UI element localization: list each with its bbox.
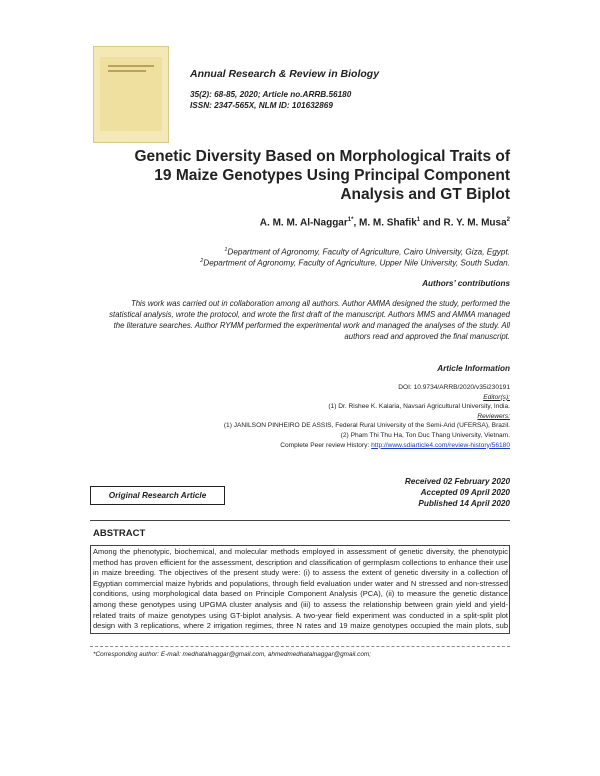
editor-entry: (1) Dr. Rishee K. Kalaria, Navsari Agricultural University, India. <box>328 403 510 411</box>
review-history-label: Complete Peer review History: <box>280 441 372 449</box>
title-line: Genetic Diversity Based on Morphological Traits of <box>134 148 510 165</box>
journal-cover-image <box>93 46 169 143</box>
author-name: R. Y. M. Musa <box>443 217 507 229</box>
affiliation-text: Department of Agronomy, Faculty of Agriculture, Cairo University, Giza, Egypt. <box>227 247 510 257</box>
author-sup: 1 <box>416 217 421 223</box>
reviewer-entry: (1) JANILSON PINHEIRO DE ASSIS, Federal Rural University of the Semi-Arid (UFERSA), Brazil. <box>223 422 510 430</box>
affiliation <box>100 247 510 257</box>
author-name: A. M. M. Al-Naggar <box>259 217 348 229</box>
author-separator: and <box>420 217 444 229</box>
section-divider <box>90 520 510 521</box>
cover-title-line <box>108 70 146 72</box>
published-date: Published 14 April 2020 <box>418 499 510 508</box>
article-info-heading: Article Information <box>437 364 510 373</box>
reviewers-label: Reviewers: <box>477 412 510 420</box>
journal-citation: 35(2): 68-85, 2020; Article no.ARRB.56180 <box>190 90 352 99</box>
corresponding-author-footnote: *Corresponding author: E-mail: medhatalnaggar@gmail.com, ahmedmedhatalnaggar@gmail.com; <box>93 651 371 658</box>
contributions-heading: Authors’ contributions <box>422 279 510 288</box>
review-history-link[interactable]: http://www.sdiarticle4.com/review-history/56180 <box>371 441 510 449</box>
title-line: 19 Maize Genotypes Using Principal Component <box>154 167 510 184</box>
abstract-heading: ABSTRACT <box>93 528 146 539</box>
author-sup: 2 <box>506 217 510 223</box>
affiliation-sup: 1 <box>224 247 228 253</box>
affiliation-text: Department of Agronomy, Faculty of Agriculture, Upper Nile University, South Sudan. <box>203 258 510 268</box>
title-line: Analysis and GT Biplot <box>340 186 510 203</box>
journal-name: Annual Research & Review in Biology <box>190 68 380 80</box>
article-type-box: Original Research Article <box>90 486 225 505</box>
cover-title-line <box>108 65 154 67</box>
author-list <box>150 217 510 228</box>
author-sup: 1* <box>347 217 354 223</box>
affiliation <box>100 258 510 268</box>
contributions-text: This work was carried out in collaboration among all authors. Author AMMA designed the study, performed the statistical analysis, wrote the protocol, and wrote the first draft of the manuscript. Authors MMS and AMMA managed the literature searches. Author RYMM performed the experimental work and managed the analyses of the study. All authors read and approved the final manuscript. <box>109 299 510 341</box>
doi: DOI: 10.9734/ARRB/2020/v35i230191 <box>398 384 510 391</box>
received-date: Received 02 February 2020 <box>404 477 510 486</box>
author-separator: , <box>353 217 359 229</box>
accepted-date: Accepted 09 April 2020 <box>420 488 510 497</box>
article-info <box>150 383 510 450</box>
reviewer-entry: (2) Pham Thi Thu Ha, Ton Duc Thang University, Vietnam. <box>340 431 510 439</box>
author-name: M. M. Shafik <box>359 217 417 229</box>
cover-panel <box>100 57 162 131</box>
abstract-text: Among the phenotypic, biochemical, and molecular methods employed in assessment of genetic diversity, the phenotypic method has proven efficient for the assessment, description and classification of germplasm collections to enhance their use in maize breeding. The objectives of the present study were: (i) to assess the extent of genetic diversity in a collection of Egyptian commercial maize hybrids and populations, through field evaluation under water and N stressed and non-stressed conditions, using morphological data based on Principle Component Analysis (PCA), (ii) to measure the genetic distance among these genotypes using UPGMA cluster analysis and (iii) to assess the relationship between grain yield and yield-related traits of maize genotypes using GT-biplot analysis. A two-year field experiment was conducted in a split-split plot design with 3 replications, where 2 irrigation regimes, three N rates and 19 maize genotypes occupied the main plots, sub <box>93 547 508 631</box>
editors-label: Editor(s): <box>483 393 510 401</box>
footnote-divider <box>90 646 510 647</box>
journal-issn: ISSN: 2347-565X, NLM ID: 101632869 <box>190 101 333 110</box>
publication-dates <box>330 476 510 509</box>
article-title <box>100 147 510 204</box>
affiliation-sup: 2 <box>200 258 204 264</box>
